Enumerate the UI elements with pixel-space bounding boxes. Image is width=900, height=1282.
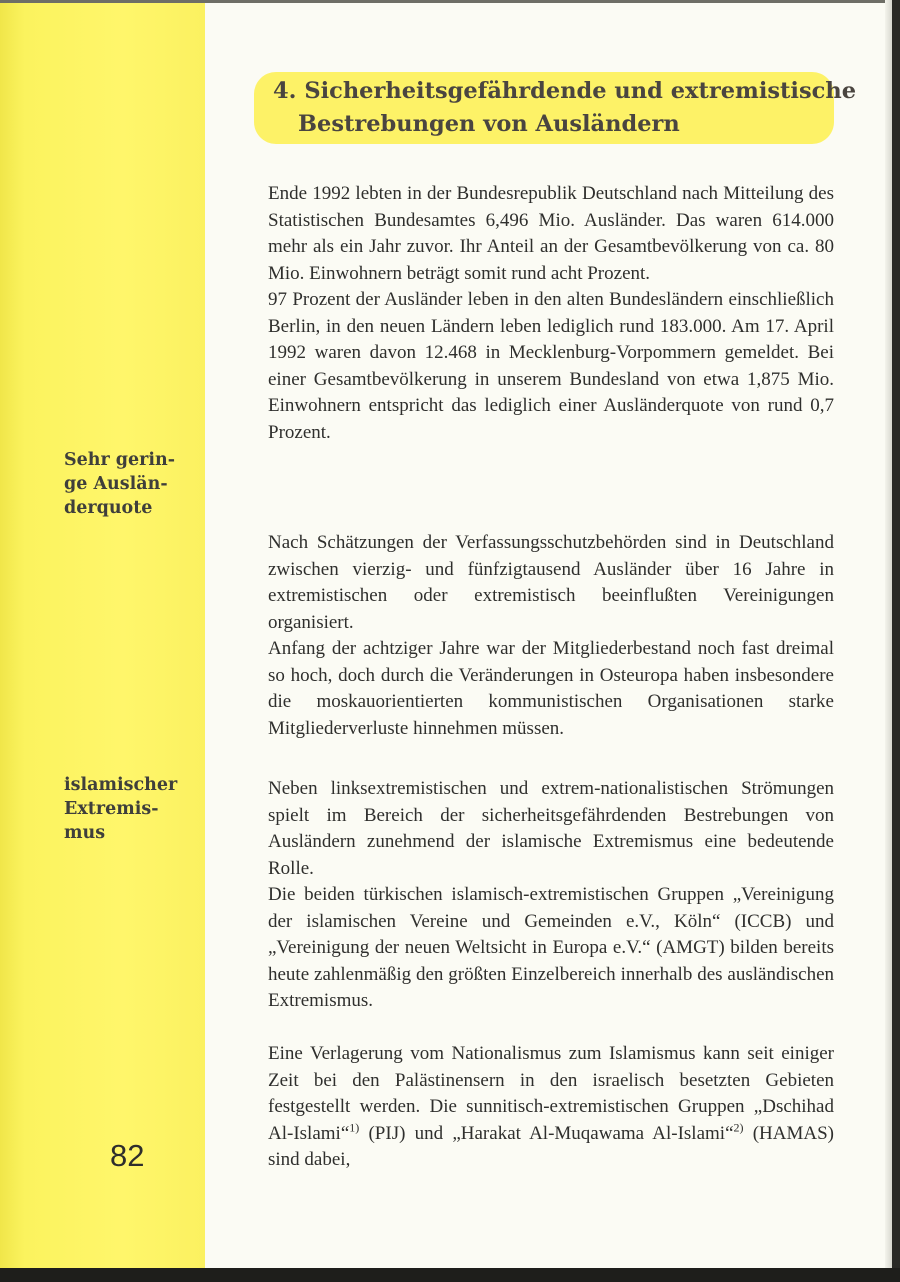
section-islamischer-extremismus (268, 776, 834, 1015)
paragraph: Neben linksextremistischen und extrem-nationalistischen Strömungen spielt im Bereich der sicherheitsgefährdenden Bestrebungen von Ausländern zunehmend der islamische Extremismus eine bedeutende Rolle. (268, 778, 834, 879)
text-run: (PIJ) und „Harakat Al-Muqawama Al-Islami“ (359, 1122, 734, 1144)
scan-bottom-border (0, 1268, 900, 1282)
page-number: 82 (110, 1138, 145, 1173)
margin-note-auslaenderquote (64, 448, 175, 520)
paragraph: Die beiden türkischen islamisch-extremistischen Gruppen „Vereinigung der islamischen Vereine und Gemeinden e.V., Köln“ (ICCB) und „Vereinigung der neuen Weltsicht in Europa e.V.“ (AMGT) bilden bereits heute zahlenmäßig den größten Einzelbereich innerhalb des ausländischen Extremismus. (268, 884, 834, 1011)
text-run: Eine Verlagerung vom Nationalismus zum Islamismus kann seit einiger Zeit bei den Palästinensern in den israelisch besetzten Gebieten festgestellt werden. Die sunnitisch-extremistischen Gruppen „Dschihad Al-Islami“ (268, 1043, 834, 1144)
footnote-ref-2[interactable]: 2) (733, 1120, 744, 1135)
margin-note-line: derquote (64, 498, 153, 518)
margin-note-line: islamischer (64, 775, 178, 795)
heading-line-2: Bestrebungen von Ausländern (298, 111, 680, 137)
margin-note-islamischer-extremismus (64, 773, 177, 845)
paragraph (268, 1041, 834, 1174)
page-edge-shadow (885, 0, 892, 1268)
section-palaestinenser (268, 1041, 834, 1174)
paragraph: Anfang der achtziger Jahre war der Mitgliederbestand noch fast dreimal so hoch, doch durch die Veränderungen in Osteuropa haben insbesondere die moskauorientierten kommunistischen Organisationen starke Mitgliederverluste hinnehmen müssen. (268, 638, 834, 739)
margin-note-line: Extremis- (64, 799, 159, 819)
heading-line-1: 4. Sicherheitsgefährdende und extremistische (273, 78, 857, 104)
text-run: (HAMAS) sind dabei, (268, 1122, 834, 1170)
margin-note-line: mus (64, 823, 106, 843)
section-extremistische-vereinigungen (268, 530, 834, 742)
section-ausländerzahlen (268, 181, 834, 446)
paragraph: Nach Schätzungen der Verfassungsschutzbehörden sind in Deutschland zwischen vierzig- und fünfzigtausend Ausländer über 16 Jahre in extremistischen oder extremistisch beeinflußten Vereinigungen organisiert. (268, 532, 834, 633)
top-rule (0, 0, 892, 3)
margin-highlight-band (0, 0, 205, 1268)
paragraph: Ende 1992 lebten in der Bundesrepublik Deutschland nach Mitteilung des Statistischen Bundesamtes 6,496 Mio. Ausländer. Das waren 614.000 mehr als ein Jahr zuvor. Ihr Anteil an der Gesamtbevölkerung von ca. 80 Mio. Einwohnern beträgt somit rund acht Prozent. (268, 183, 834, 284)
paragraph: 97 Prozent der Ausländer leben in den alten Bundesländern einschließlich Berlin, in den neuen Ländern leben lediglich rund 183.000. Am 17. April 1992 waren davon 12.468 in Mecklenburg-Vorpommern gemeldet. Bei einer Gesamtbevölkerung in unserem Bundesland von etwa 1,875 Mio. Einwohnern entspricht das lediglich einer Ausländerquote von rund 0,7 Prozent. (268, 289, 834, 443)
footnote-ref-1[interactable]: 1) (349, 1120, 360, 1135)
margin-note-line: Sehr gerin- (64, 450, 176, 470)
margin-note-line: ge Auslän- (64, 474, 168, 494)
section-heading (254, 72, 857, 144)
